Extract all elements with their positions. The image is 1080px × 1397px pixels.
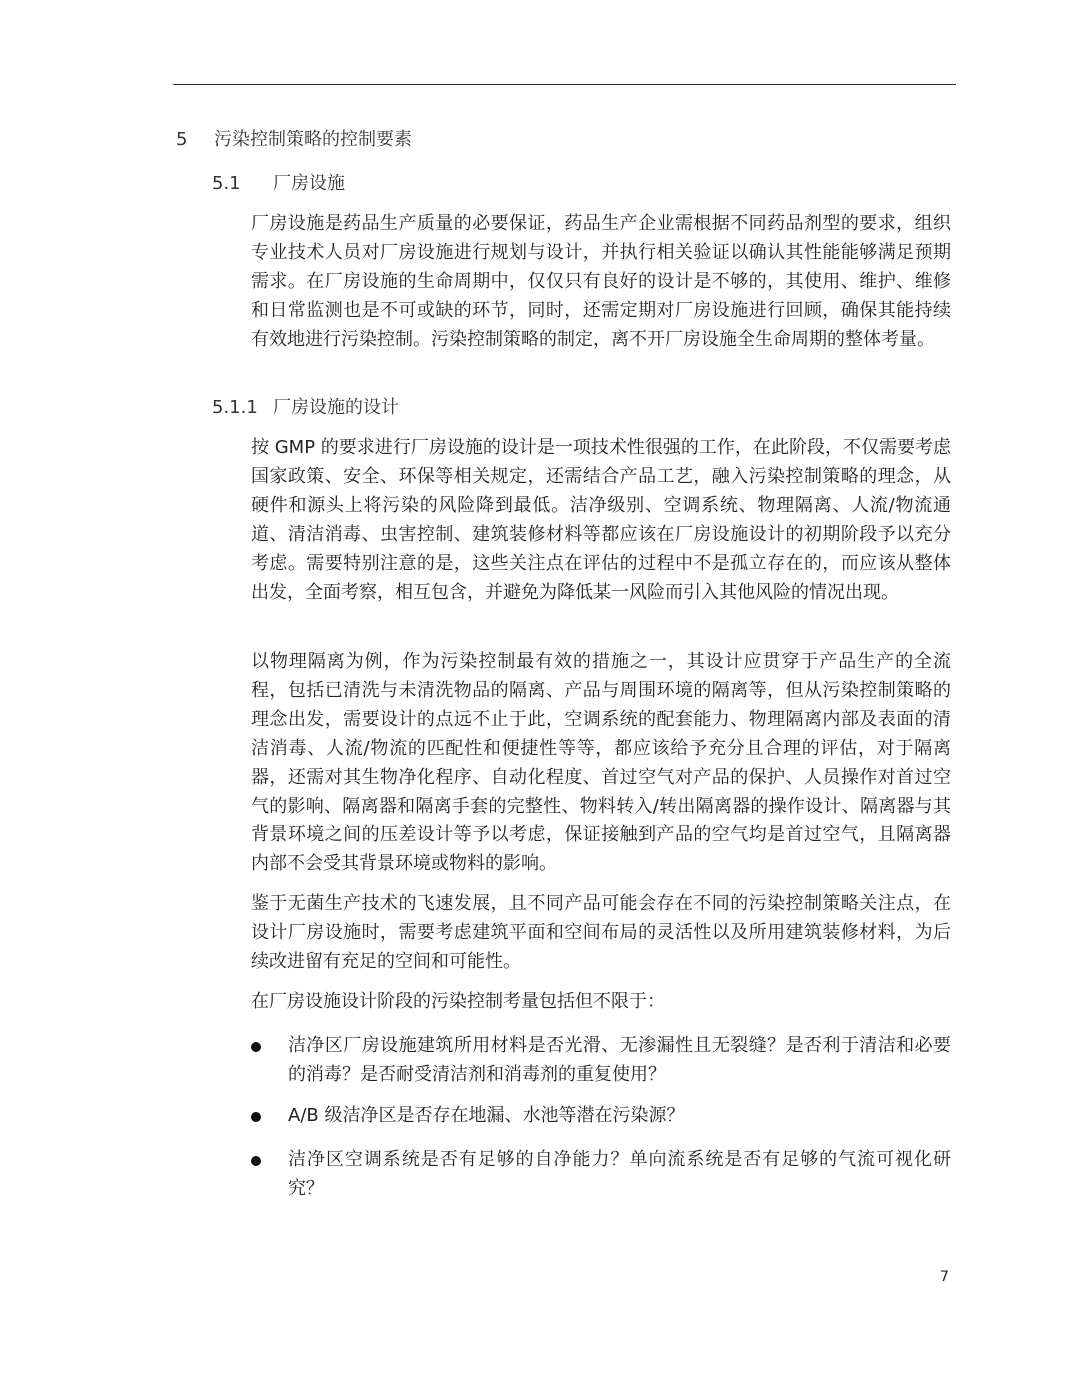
- section-title: 污染控制策略的控制要素: [214, 129, 412, 150]
- page-number: 7: [940, 1269, 949, 1285]
- subsection-title: 厂房设施: [273, 173, 345, 194]
- bullet-text: A/B 级洁净区是否存在地漏、水池等潜在污染源？: [288, 1105, 685, 1126]
- subsubsection-title: 厂房设施的设计: [273, 397, 399, 418]
- bullet-text: 洁净区空调系统是否有足够的自净能力？单向流系统是否有足够的气流可视化研究？: [288, 1149, 951, 1199]
- bullet-dot-icon: [251, 1042, 261, 1052]
- design-paragraph-2: 以物理隔离为例，作为污染控制最有效的措施之一，其设计应贯穿于产品生产的全流程，包括已清洗与未清洗物品的隔离、产品与周围环境的隔离等，但从污染控制策略的理念出发，需要设计的点远不止于此，空调系统的配套能力、物理隔离内部及表面的清洁消毒、人流/物流的匹配性和便捷性等等，都应该给予充分且合理的评估，对于隔离器，还需对其生物净化程序、自动化程度、首过空气对产品的保护、人员操作对首过空气的影响、隔离器和隔离手套的完整性、物料转入/转出隔离器的操作设计、隔离器与其背景环境之间的压差设计等予以考虑，保证接触到产品的空气均是首过空气，且隔离器内部不会受其背景环境或物料的影响。: [251, 651, 951, 875]
- subsubsection-heading: [212, 396, 399, 420]
- bullet-dot-icon: [251, 1156, 261, 1166]
- design-paragraph-1: 按 GMP 的要求进行厂房设施的设计是一项技术性很强的工作，在此阶段，不仅需要考虑国家政策、安全、环保等相关规定，还需结合产品工艺，融入污染控制策略的理念，从硬件和源头上将污染的风险降到最低。洁净级别、空调系统、物理隔离、人流/物流通道、清洁消毒、虫害控制、建筑装修材料等都应该在厂房设施设计的初期阶段予以充分考虑。需要特别注意的是，这些关注点在评估的过程中不是孤立存在的，而应该从整体出发，全面考察，相互包含，并避免为降低某一风险而引入其他风险的情况出现。: [251, 437, 951, 603]
- section-heading: [176, 128, 412, 152]
- section-number: 5: [176, 129, 188, 150]
- subsubsection-number: 5.1.1: [212, 397, 258, 418]
- subsection-heading: [212, 172, 345, 196]
- bullet-item: [251, 1032, 951, 1090]
- bullet-text: 洁净区厂房设施建筑所用材料是否光滑、无渗漏性且无裂缝？是否利于清洁和必要的消毒？是否耐受清洁剂和消毒剂的重复使用？: [288, 1035, 951, 1085]
- design-paragraph-3: 鉴于无菌生产技术的飞速发展，且不同产品可能会存在不同的污染控制策略关注点，在设计厂房设施时，需要考虑建筑平面和空间布局的灵活性以及所用建筑装修材料，为后续改进留有充足的空间和可能性。: [251, 893, 951, 972]
- subsection-number: 5.1: [212, 173, 241, 194]
- design-paragraph-4: 在厂房设施设计阶段的污染控制考量包括但不限于：: [251, 991, 665, 1012]
- bullet-item: [251, 1146, 951, 1204]
- header-rule: [173, 84, 956, 85]
- subsection-paragraph: 厂房设施是药品生产质量的必要保证，药品生产企业需根据不同药品剂型的要求，组织专业技术人员对厂房设施进行规划与设计，并执行相关验证以确认其性能能够满足预期需求。在厂房设施的生命周期中，仅仅只有良好的设计是不够的，其使用、维护、维修和日常监测也是不可或缺的环节，同时，还需定期对厂房设施进行回顾，确保其能持续有效地进行污染控制。污染控制策略的制定，离不开厂房设施全生命周期的整体考量。: [251, 213, 951, 350]
- bullet-item: [251, 1102, 951, 1131]
- bullet-dot-icon: [251, 1112, 261, 1122]
